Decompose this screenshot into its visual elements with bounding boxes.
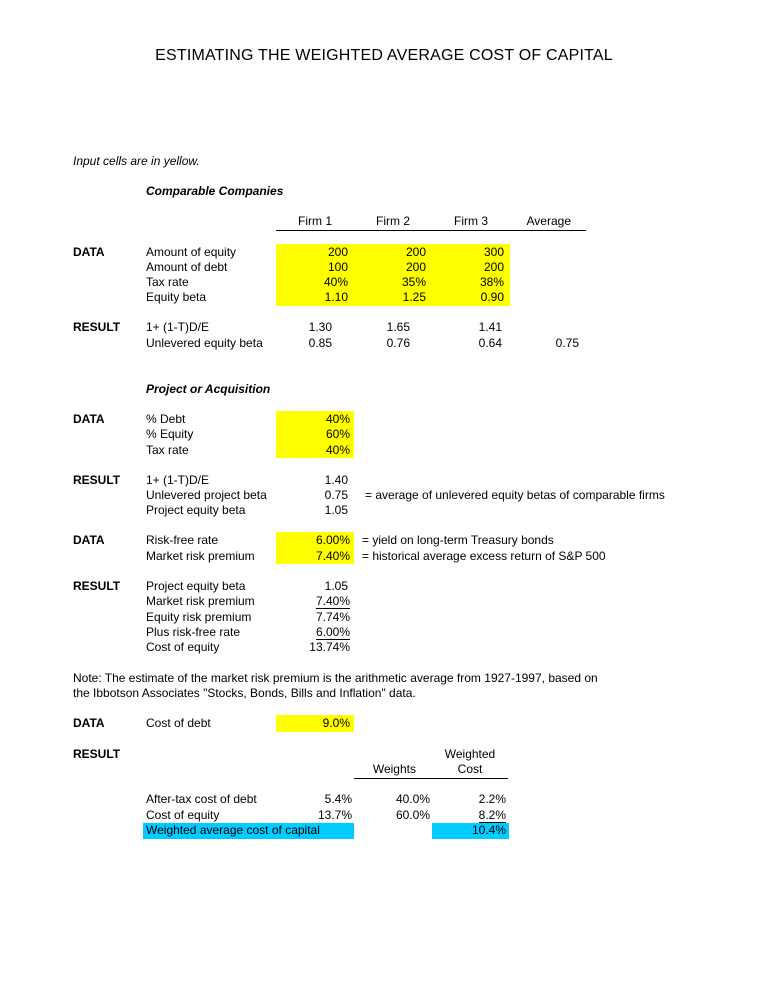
note-line-1: Note: The estimate of the market risk premium is the arithmetic average from 1927-1997, based on — [73, 671, 598, 685]
col-weighted: Weighted — [444, 747, 496, 761]
row-label: Equity beta — [146, 290, 207, 304]
col-weights: Weights — [372, 762, 416, 776]
cell-value — [300, 594, 350, 609]
row-label: Cost of debt — [146, 716, 211, 730]
row-label: % Equity — [146, 427, 194, 441]
cell-value: 7.74% — [315, 610, 350, 624]
comparable-heading: Comparable Companies — [146, 184, 284, 198]
data-label: DATA — [73, 245, 105, 259]
data-label: DATA — [73, 716, 105, 730]
wacc-value: 10.4% — [471, 823, 506, 837]
cell-value[interactable]: 60% — [325, 427, 350, 441]
note-line-2: the Ibbotson Associates "Stocks, Bonds, Bills and Inflation" data. — [73, 686, 416, 700]
row-label: Cost of equity — [146, 640, 220, 654]
cell-value-underlined: 7.40% — [315, 594, 350, 608]
row-label: Project equity beta — [146, 579, 246, 593]
formula-note: = yield on long-term Treasury bonds — [362, 533, 554, 547]
cell-value: 1.65 — [386, 320, 410, 334]
cell-value: 0.75 — [324, 488, 348, 502]
cell-value[interactable]: 1.25 — [402, 290, 426, 304]
cell-value: 60.0% — [395, 808, 430, 822]
row-label: Project equity beta — [146, 503, 246, 517]
cell-value[interactable]: 300 — [483, 245, 504, 259]
row-label: After-tax cost of debt — [146, 792, 257, 806]
data-label: DATA — [73, 412, 105, 426]
cell-value[interactable]: 40% — [323, 275, 348, 289]
page-title: ESTIMATING THE WEIGHTED AVERAGE COST OF CAPITAL — [155, 47, 613, 64]
row-label: Cost of equity — [146, 808, 220, 822]
data-label: DATA — [73, 533, 105, 547]
cell-value[interactable]: 100 — [327, 260, 348, 274]
cell-value: 0.76 — [386, 336, 410, 350]
row-label: % Debt — [146, 412, 186, 426]
col-firm1: Firm 1 — [298, 214, 332, 228]
col-firm2: Firm 2 — [376, 214, 410, 228]
cell-value: 5.4% — [324, 792, 352, 806]
cell-value: 13.74% — [309, 640, 350, 654]
cell-value[interactable]: 200 — [327, 245, 348, 259]
cell-value[interactable]: 9.0% — [322, 716, 350, 730]
row-label: Plus risk-free rate — [146, 625, 241, 639]
cell-value: 40.0% — [395, 792, 430, 806]
cell-value: 13.7% — [317, 808, 352, 822]
col-average: Average — [526, 214, 571, 228]
cell-value[interactable]: 200 — [405, 260, 426, 274]
col-firm3: Firm 3 — [454, 214, 488, 228]
wacc-label: Weighted average cost of capital — [146, 823, 320, 837]
cell-value[interactable]: 0.90 — [480, 290, 504, 304]
cell-value[interactable]: 7.40% — [315, 549, 350, 563]
cell-value[interactable]: 38% — [479, 275, 504, 289]
cell-value[interactable]: 40% — [325, 412, 350, 426]
row-label: 1+ (1-T)D/E — [146, 473, 210, 487]
project-heading: Project or Acquisition — [146, 382, 271, 396]
cell-value[interactable]: 6.00% — [315, 533, 350, 547]
cell-value: 0.64 — [478, 336, 502, 350]
formula-note: = historical average excess return of S&P 500 — [362, 549, 606, 563]
row-label: Amount of debt — [146, 260, 228, 274]
result-label: RESULT — [73, 473, 121, 487]
cell-value: 1.05 — [324, 503, 348, 517]
cell-value[interactable]: 1.10 — [324, 290, 348, 304]
result-label: RESULT — [73, 747, 121, 761]
row-label: Amount of equity — [146, 245, 237, 259]
cell-value-underlined: 8.2% — [478, 808, 506, 822]
cell-value[interactable]: 40% — [325, 443, 350, 457]
col-cost: Cost — [457, 762, 483, 776]
result-label: RESULT — [73, 320, 121, 334]
input-note: Input cells are in yellow. — [73, 154, 200, 168]
cell-value: 0.75 — [555, 336, 579, 350]
row-label: Tax rate — [146, 443, 189, 457]
formula-note: = average of unlevered equity betas of comparable firms — [365, 488, 665, 502]
cell-value[interactable]: 35% — [401, 275, 426, 289]
row-label: Unlevered equity beta — [146, 336, 263, 350]
row-label: Risk-free rate — [146, 533, 219, 547]
row-label: Equity risk premium — [146, 610, 252, 624]
header-rule — [276, 230, 586, 231]
row-label: Market risk premium — [146, 594, 255, 608]
cell-value: 2.2% — [478, 792, 506, 806]
cell-value-underlined: 6.00% — [315, 625, 350, 639]
header-rule — [354, 778, 508, 779]
cell-value: 1.05 — [324, 579, 348, 593]
cell-value: 1.41 — [478, 320, 502, 334]
row-label: Market risk premium — [146, 549, 255, 563]
result-label: RESULT — [73, 579, 121, 593]
cell-value: 1.30 — [308, 320, 332, 334]
cell-value[interactable]: 200 — [405, 245, 426, 259]
row-label: 1+ (1-T)D/E — [146, 320, 210, 334]
cell-value — [456, 808, 506, 823]
cell-value: 0.85 — [308, 336, 332, 350]
cell-value[interactable]: 200 — [483, 260, 504, 274]
row-label: Tax rate — [146, 275, 189, 289]
cell-value — [300, 625, 350, 640]
row-label: Unlevered project beta — [146, 488, 267, 502]
cell-value: 1.40 — [324, 473, 348, 487]
